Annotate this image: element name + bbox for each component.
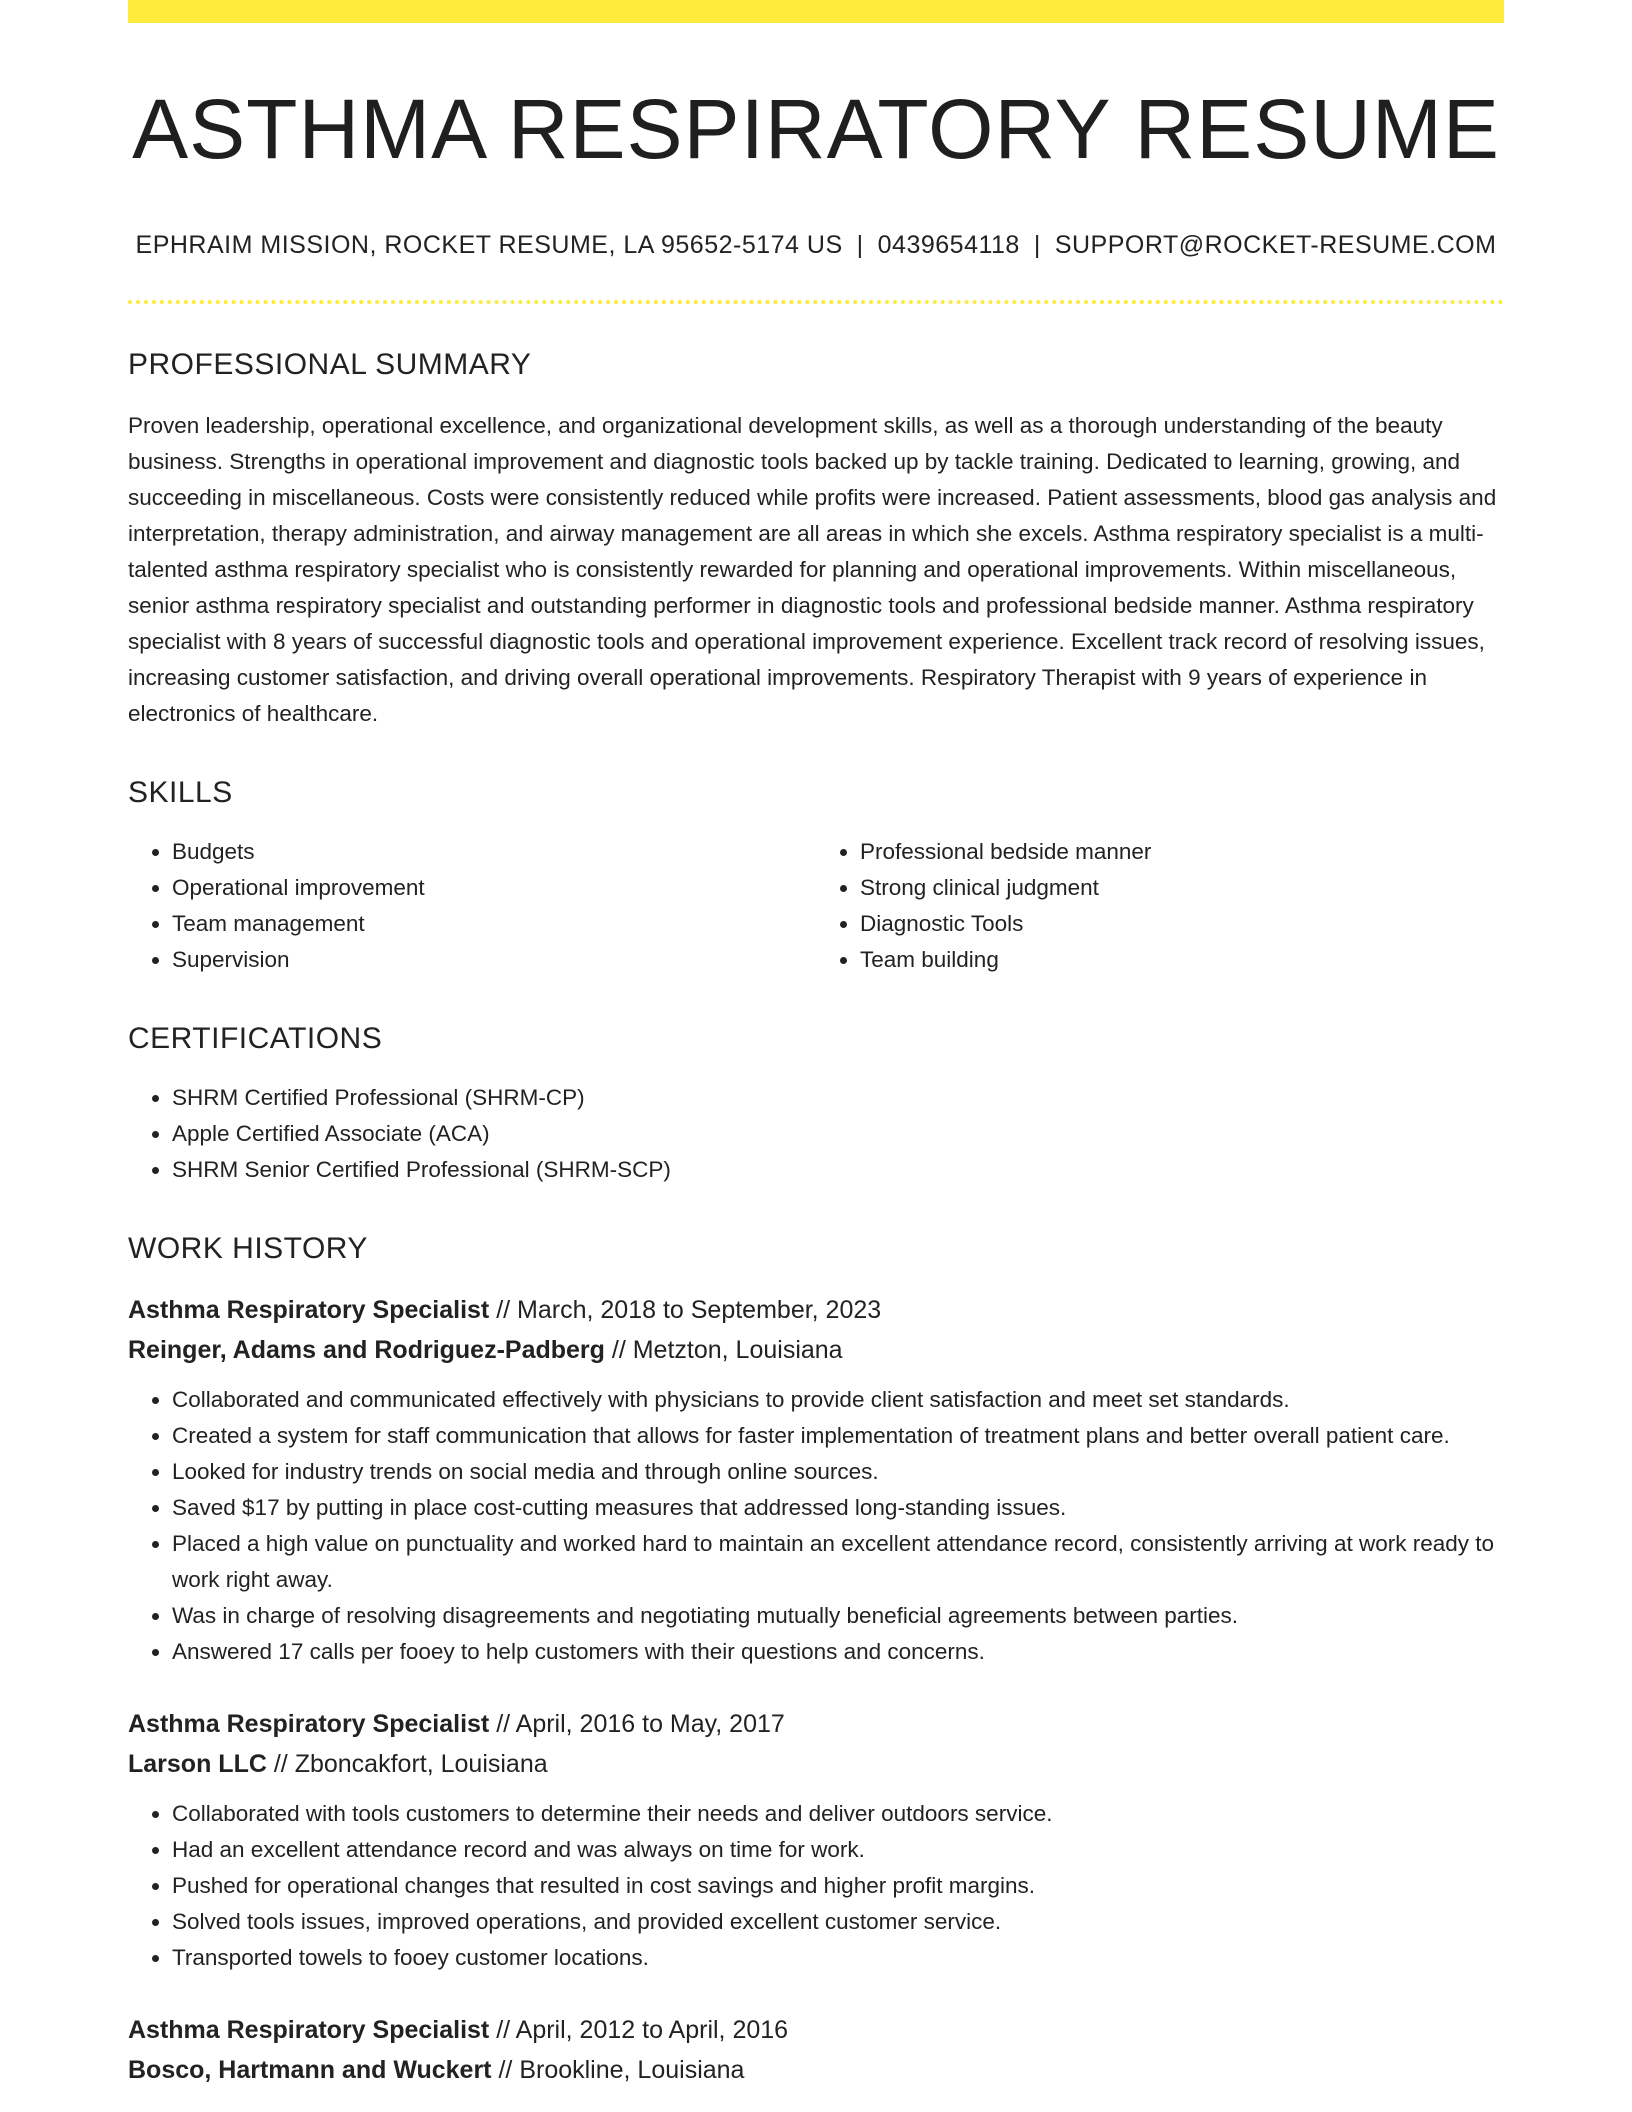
job-dates: April, 2012 to April, 2016 — [515, 2016, 789, 2045]
resume-title: ASTHMA RESPIRATORY RESUME — [132, 82, 1500, 176]
skill-item: • Professional bedside manner — [860, 834, 1504, 870]
job-separator: // — [491, 2056, 520, 2085]
skill-item: • Budgets — [172, 834, 816, 870]
job-bullet: • Solved tools issues, improved operations, and provided excellent customer service. — [172, 1904, 1504, 1940]
job-location: Metzton, Louisiana — [632, 1336, 843, 1365]
job-bullets — [128, 1796, 1504, 1976]
contact-separator: | — [1033, 231, 1041, 260]
skills-heading: SKILLS — [128, 776, 233, 810]
job-bullets — [128, 1382, 1504, 1670]
summary-text: Proven leadership, operational excellence, and organizational development skills, as well as a thorough understanding of the beauty business. Strengths in operational improvement and diagnostic tools backed up by tackle training. Dedicated to learning, growing, and succeeding in miscellaneous. Costs were consistently reduced while profits were increased. Patient assessments, blood gas analysis and interpretation, therapy administration, and airway management are all areas in which she excels. Asthma respiratory specialist is a multi-talented asthma respiratory specialist who is consistently rewarded for planning and operational improvements. Within miscellaneous, senior asthma respiratory specialist and outstanding performer in diagnostic tools and professional bedside manner. Asthma respiratory specialist with 8 years of successful diagnostic tools and operational improvement experience. Excellent track record of resolving issues, increasing customer satisfaction, and driving overall operational improvements. Respiratory Therapist with 9 years of experience in electronics of healthcare. — [128, 413, 1497, 727]
contact-separator: | — [856, 231, 864, 260]
contact-email: SUPPORT@ROCKET-RESUME.COM — [1054, 231, 1497, 260]
resume-page — [128, 0, 1504, 2112]
skill-item: • Team management — [172, 906, 816, 942]
skills-right-list — [816, 834, 1504, 978]
work-history-heading: WORK HISTORY — [128, 1232, 368, 1266]
contact-phone: 0439654118 — [877, 231, 1020, 260]
job-bullet: • Placed a high value on punctuality and worked hard to maintain an excellent attendance record, consistently arriving at work ready to work right away. — [172, 1526, 1504, 1598]
skills-grid — [128, 834, 1504, 978]
job-role-line — [128, 2010, 1504, 2050]
job-bullet: • Looked for industry trends on social media and through online sources. — [172, 1454, 1504, 1490]
job-entry — [128, 1290, 1504, 1670]
job-dates: April, 2016 to May, 2017 — [515, 1710, 785, 1739]
job-location: Zboncakfort, Louisiana — [294, 1750, 548, 1779]
job-bullet: • Pushed for operational changes that resulted in cost savings and higher profit margins. — [172, 1868, 1504, 1904]
skill-item: • Team building — [860, 942, 1504, 978]
job-bullet: • Created a system for staff communication that allows for faster implementation of treatment plans and better overall patient care. — [172, 1418, 1504, 1454]
job-role: Asthma Respiratory Specialist — [128, 1296, 490, 1325]
skill-item: • Supervision — [172, 942, 816, 978]
job-role-line — [128, 1290, 1504, 1330]
contact-address: EPHRAIM MISSION, ROCKET RESUME, LA 95652-5174 US — [135, 231, 843, 260]
job-bullet: • Answered 17 calls per fooey to help customers with their questions and concerns. — [172, 1634, 1504, 1670]
job-company: Reinger, Adams and Rodriguez-Padberg — [128, 1336, 605, 1365]
skill-item: • Operational improvement — [172, 870, 816, 906]
job-company-line — [128, 2050, 1504, 2090]
certification-item: • Apple Certified Associate (ACA) — [172, 1116, 1504, 1152]
job-entry — [128, 1704, 1504, 1976]
summary-heading: PROFESSIONAL SUMMARY — [128, 348, 532, 382]
job-dates: March, 2018 to September, 2023 — [517, 1296, 882, 1325]
job-role: Asthma Respiratory Specialist — [128, 2016, 490, 2045]
certifications-heading: CERTIFICATIONS — [128, 1022, 383, 1056]
job-bullet: • Had an excellent attendance record and was always on time for work. — [172, 1832, 1504, 1868]
job-role-line — [128, 1704, 1504, 1744]
contact-line — [128, 231, 1504, 260]
job-separator: // — [266, 1750, 295, 1779]
certification-item: • SHRM Senior Certified Professional (SHRM-SCP) — [172, 1152, 1504, 1188]
job-company-line — [128, 1744, 1504, 1784]
job-bullet: • Was in charge of resolving disagreements and negotiating mutually beneficial agreements between parties. — [172, 1598, 1504, 1634]
job-company: Bosco, Hartmann and Wuckert — [128, 2056, 492, 2085]
job-bullet: • Saved $17 by putting in place cost-cutting measures that addressed long-standing issues. — [172, 1490, 1504, 1526]
job-role: Asthma Respiratory Specialist — [128, 1710, 490, 1739]
job-separator: // — [489, 1710, 516, 1739]
skills-left-list — [128, 834, 816, 978]
job-bullet: • Transported towels to fooey customer locations. — [172, 1940, 1504, 1976]
skill-item: • Strong clinical judgment — [860, 870, 1504, 906]
top-accent-bar — [128, 0, 1504, 23]
job-bullet: • Collaborated and communicated effectively with physicians to provide client satisfaction and meet set standards. — [172, 1382, 1504, 1418]
job-bullet: • Collaborated with tools customers to determine their needs and deliver outdoors service. — [172, 1796, 1504, 1832]
job-entry — [128, 2010, 1504, 2090]
header-divider — [128, 300, 1504, 304]
job-separator: // — [489, 1296, 518, 1325]
skill-item: • Diagnostic Tools — [860, 906, 1504, 942]
certifications-list — [128, 1080, 1504, 1188]
job-separator: // — [489, 2016, 516, 2045]
job-location: Brookline, Louisiana — [519, 2056, 745, 2085]
job-company-line — [128, 1330, 1504, 1370]
certification-item: • SHRM Certified Professional (SHRM-CP) — [172, 1080, 1504, 1116]
job-company: Larson LLC — [128, 1750, 267, 1779]
job-separator: // — [604, 1336, 633, 1365]
